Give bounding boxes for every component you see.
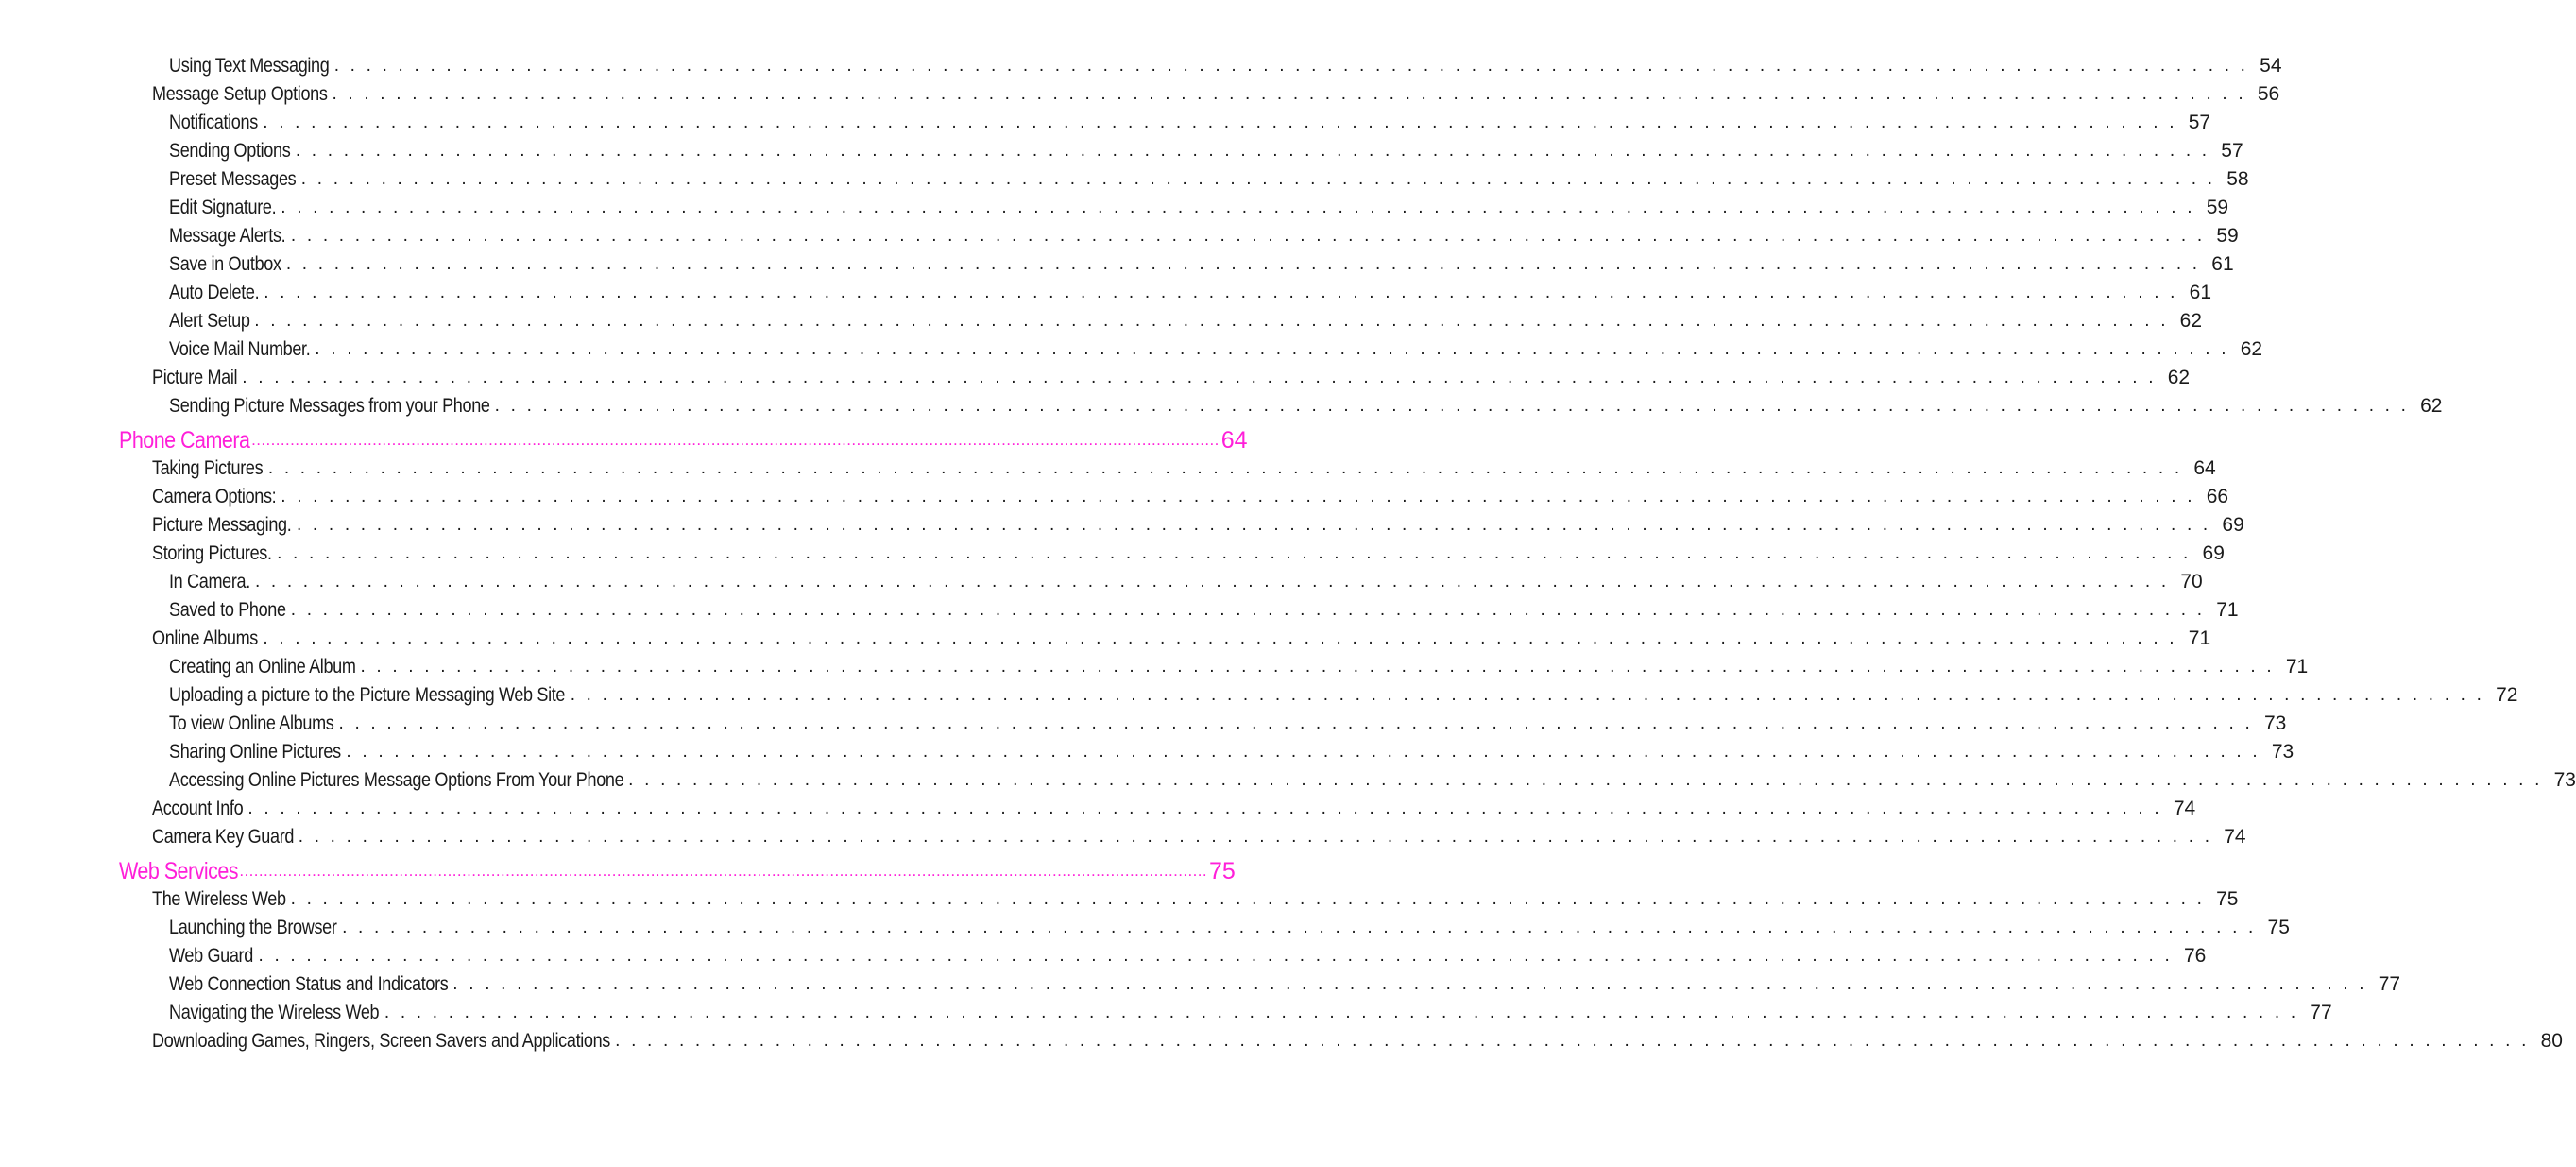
toc-entry[interactable] <box>169 594 2239 623</box>
toc-entry-title: Creating an Online Album <box>169 655 361 679</box>
dot-leader: . . . . . . . . . . . . . . . . . . . . . . . . . . . . . . . . . . . . . . . . . . . . . . . . . . . . . . . . . . . . . . . . . . . . . . . . . . . . . . . . . . . . . . . . . . . . . . . . . . . . . . . . . . . . . . . . . . . . . . . . <box>332 84 2246 104</box>
toc-entry[interactable] <box>152 538 2225 566</box>
dot-leader: . . . . . . . . . . . . . . . . . . . . . . . . . . . . . . . . . . . . . . . . . . . . . . . . . . . . . . . . . . . . . . . . . . . . . . . . . . . . . . . . . . . . . . . . . . . . . . . . . . . . . . . . . . . . . . . . . . . . . . . . <box>315 339 2229 359</box>
dot-leader: . . . . . . . . . . . . . . . . . . . . . . . . . . . . . . . . . . . . . . . . . . . . . . . . . . . . . . . . . . . . . . . . . . . . . . . . . . . . . . . . . . . . . . . . . . . . . . . . . . . . . . . . . . . . . . . . . . . . . . . . <box>290 600 2206 620</box>
toc-entry-title: Auto Delete. <box>169 281 264 305</box>
dot-leader: . . . . . . . . . . . . . . . . . . . . . . . . . . . . . . . . . . . . . . . . . . . . . . . . . . . . . . . . . . . . . . . . . . . . . . . . . . . . . . . . . . . . . . . . . . . . . . . . . . . . . . . . . . . . . . . . . . . . . . . . <box>247 798 2162 818</box>
toc-entry-title: Message Alerts. <box>169 224 290 249</box>
toc-entry-title: Camera Options: <box>152 485 281 509</box>
toc-page-number: 62 <box>2420 395 2443 417</box>
toc-entry[interactable] <box>169 50 2282 78</box>
toc-entry[interactable] <box>152 793 2196 821</box>
toc-entry[interactable] <box>169 651 2309 679</box>
toc-entry-title: Uploading a picture to the Picture Messaging Web Site <box>169 683 570 708</box>
dot-leader: . . . . . . . . . . . . . . . . . . . . . . . . . . . . . . . . . . . . . . . . . . . . . . . . . . . . . . . . . . . . . . . . . . . . . . . . . . . . . . . . . . . . . . . . . . . . . . . . . . . . . . . . . . . . . . . . . . . . . . . . <box>290 226 2206 246</box>
toc-page-number: 80 <box>2540 1030 2563 1052</box>
toc-entry-title: To view Online Albums <box>169 712 339 736</box>
toc-page-number: 59 <box>2216 225 2239 247</box>
toc-entry-title: Picture Messaging. <box>152 513 297 538</box>
toc-entry-title: Phone Camera <box>119 427 250 454</box>
toc-entry-title: Web Connection Status and Indicators <box>169 972 453 997</box>
toc-entry[interactable] <box>169 969 2401 997</box>
toc-entry[interactable] <box>169 107 2211 135</box>
toc-page-number: 77 <box>2310 1002 2332 1023</box>
dot-leader: . . . . . . . . . . . . . . . . . . . . . . . . . . . . . . . . . . . . . . . . . . . . . . . . . . . . . . . . . . . . . . . . . . . . . . . . . . . . . . . . . . . . . . . . . . . . . . . . . . . . . . . . . . . . . . . . . . . . . . . . <box>298 827 2213 847</box>
toc-page-number: 69 <box>2222 514 2244 536</box>
toc-entry-title: Picture Mail <box>152 366 242 390</box>
toc-entry-title: In Camera. <box>169 570 255 594</box>
dot-leader: . . . . . . . . . . . . . . . . . . . . . . . . . . . . . . . . . . . . . . . . . . . . . . . . . . . . . . . . . . . . . . . . . . . . . . . . . . . . . . . . . . . . . . . . . . . . . . . . . . . . . . . . . . . . . . . . . . . . . . . . <box>342 918 2257 937</box>
toc-page-number: 77 <box>2378 973 2401 995</box>
toc-page-number: 57 <box>2221 140 2243 162</box>
dot-leader: . . . . . . . . . . . . . . . . . . . . . . . . . . . . . . . . . . . . . . . . . . . . . . . . . . . . . . . . . . . . . . . . . . . . . . . . . . . . . . . . . . . . . . . . . . . . . . . . . . . . . . . . . . . . . . . . . . . . . . . . <box>290 889 2206 909</box>
toc-entry[interactable] <box>169 912 2290 940</box>
toc-entry[interactable] <box>169 679 2518 708</box>
dot-leader: . . . . . . . . . . . . . . . . . . . . . . . . . . . . . . . . . . . . . . . . . . . . . . . . . . . . . . . . . . . . . . . . . . . . . . . . . . . . . . . . . . . . . . . . . . . . . . . . . . . . . . . . . . . . . . . . . . . . . . . . <box>263 112 2177 132</box>
toc-entry-title: Edit Signature. <box>169 196 281 220</box>
toc-entry-title: Notifications <box>169 111 263 135</box>
toc-page-number: 58 <box>2226 168 2249 190</box>
toc-entry[interactable] <box>152 821 2246 850</box>
toc-entry[interactable] <box>169 334 2263 362</box>
toc-page-number: 61 <box>2211 253 2234 275</box>
toc-entry-title: Accessing Online Pictures Message Options From Your Phone <box>169 768 628 793</box>
dot-leader: . . . . . . . . . . . . . . . . . . . . . . . . . . . . . . . . . . . . . . . . . . . . . . . . . . . . . . . . . . . . . . . . . . . . . . . . . . . . . . . . . . . . . . . . . . . . . . . . . . . . . . . . . . . . . . . . . . . . . . . . <box>296 515 2211 535</box>
toc-entry-title: Preset Messages <box>169 167 301 192</box>
dot-leader: . . . . . . . . . . . . . . . . . . . . . . . . . . . . . . . . . . . . . . . . . . . . . . . . . . . . . . . . . . . . . . . . . . . . . . . . . . . . . . . . . . . . . . . . . . . . . . . . . . . . . . . . . . . . . . . . . . . . . . . . <box>384 1003 2299 1022</box>
toc-entry-title: Message Setup Options <box>152 82 333 107</box>
toc-entry[interactable] <box>169 135 2243 163</box>
toc-page-number: 59 <box>2206 197 2229 218</box>
toc-page-number: 71 <box>2285 656 2309 678</box>
dot-leader: . . . . . . . . . . . . . . . . . . . . . . . . . . . . . . . . . . . . . . . . . . . . . . . . . . . . . . . . . . . . . . . . . . . . . . . . . . . . . . . . . . . . . . . . . . . . . . . . . . . . . . . . . . . . . . . . . . . . . . . . <box>281 487 2195 506</box>
toc-page-number: 62 <box>2167 367 2191 388</box>
toc-entry-title: Camera Key Guard <box>152 825 299 850</box>
dot-leader: . . . . . . . . . . . . . . . . . . . . . . . . . . . . . . . . . . . . . . . . . . . . . . . . . . . . . . . . . . . . . . . . . . . . . . . . . . . . . . . . . . . . . . . . . . . . . . . . . . . . . . . . . . . . . . . . . . . . . . . . <box>254 572 2170 592</box>
dot-leader: . . . . . . . . . . . . . . . . . . . . . . . . . . . . . . . . . . . . . . . . . . . . . . . . . . . . . . . . . . . . . . . . . . . . . . . . . . . . . . . . . . . . . . . . . . . . . . . . . . . . . . . . . . . . . . . . . . . . . . . . <box>338 713 2253 733</box>
toc-entry[interactable] <box>169 566 2203 594</box>
toc-page-number: 75 <box>2216 888 2239 910</box>
toc-entry[interactable] <box>152 453 2216 481</box>
dot-leader: . . . . . . . . . . . . . . . . . . . . . . . . . . . . . . . . . . . . . . . . . . . . . . . . . . . . . . . . . . . . . . . . . . . . . . . . . . . . . . . . . . . . . . . . . . . . . . . . . . . . . . . . . . . . . . . . . . . . . . . . <box>570 685 2485 705</box>
dot-leader: . . . . . . . . . . . . . . . . . . . . . . . . . . . . . . . . . . . . . . . . . . . . . . . . . . . . . . . . . . . . . . . . . . . . . . . . . . . . . . . . . . . . . . . . . . . . . . . . . . . . . . . . . . . . . . . . . . . . . . . . <box>452 974 2367 994</box>
dot-leader: . . . . . . . . . . . . . . . . . . . . . . . . . . . . . . . . . . . . . . . . . . . . . . . . . . . . . . . . . . . . . . . . . . . . . . . . . . . . . . . . . . . . . . . . . . . . . . . . . . . . . . . . . . . . . . . . . . . . . . . . <box>300 169 2216 189</box>
toc-page-number: 70 <box>2180 571 2203 592</box>
toc-page-number: 69 <box>2202 542 2225 564</box>
dot-leader: . . . . . . . . . . . . . . . . . . . . . . . . . . . . . . . . . . . . . . . . . . . . . . . . . . . . . . . . . . . . . . . . . . . . . . . . . . . . . . . . . . . . . . . . . . . . . . . . . . . . . . . . . . . . . . . . . . . . . . . . <box>615 1031 2530 1051</box>
toc-entry-title: Web Guard <box>169 944 258 969</box>
toc-entry[interactable] <box>169 220 2239 249</box>
toc-page-number: 61 <box>2189 282 2212 303</box>
dot-leader: . . . . . . . . . . . . . . . . . . . . . . . . . . . . . . . . . . . . . . . . . . . . . . . . . . . . . . . . . . . . . . . . . . . . . . . . . . . . . . . . . . . . . . . . . . . . . . . . . . . . . . . . . . . . . . . . . . . . . . . . <box>258 946 2173 966</box>
toc-page-number: 56 <box>2257 83 2280 105</box>
toc-page-number: 54 <box>2260 55 2282 77</box>
toc-entry-title: Taking Pictures <box>152 456 267 481</box>
toc-page-number: 75 <box>2267 917 2290 938</box>
toc-entry-title: Alert Setup <box>169 309 255 334</box>
toc-page-number: 64 <box>1220 427 1248 454</box>
toc-page-number: 64 <box>2193 457 2216 479</box>
toc-entry-title: Sharing Online Pictures <box>169 740 346 764</box>
dot-leader: . . . . . . . . . . . . . . . . . . . . . . . . . . . . . . . . . . . . . . . . . . . . . . . . . . . . . . . . . . . . . . . . . . . . . . . . . . . . . . . . . . . . . . . . . . . . . . . . . . . . . . . . . . . . . . . . . . . . . . . . <box>242 368 2157 387</box>
toc-entry-title: Voice Mail Number. <box>169 337 316 362</box>
toc-entry[interactable] <box>169 192 2229 220</box>
toc-entry[interactable] <box>152 623 2211 651</box>
toc-page-number: 73 <box>2271 741 2295 763</box>
toc-page-number: 71 <box>2216 599 2239 621</box>
toc-page-number: 66 <box>2206 486 2229 507</box>
dot-leader: . . . . . . . . . . . . . . . . . . . . . . . . . . . . . . . . . . . . . . . . . . . . . . . . . . . . . . . . . . . . . . . . . . . . . . . . . . . . . . . . . . . . . . . . . . . . . . . . . . . . . . . . . . . . . . . . . . . . . . . . <box>277 543 2192 563</box>
toc-entry[interactable] <box>169 249 2234 277</box>
toc-entry-title: Save in Outbox <box>169 252 286 277</box>
dot-leader: ........................................................................................................................................................................................................ <box>251 431 1220 449</box>
dot-leader: . . . . . . . . . . . . . . . . . . . . . . . . . . . . . . . . . . . . . . . . . . . . . . . . . . . . . . . . . . . . . . . . . . . . . . . . . . . . . . . . . . . . . . . . . . . . . . . . . . . . . . . . . . . . . . . . . . . . . . . . <box>285 254 2201 274</box>
toc-entry[interactable] <box>169 736 2295 764</box>
toc-entry-title: Downloading Games, Ringers, Screen Savers and Applications <box>152 1029 615 1054</box>
dot-leader: . . . . . . . . . . . . . . . . . . . . . . . . . . . . . . . . . . . . . . . . . . . . . . . . . . . . . . . . . . . . . . . . . . . . . . . . . . . . . . . . . . . . . . . . . . . . . . . . . . . . . . . . . . . . . . . . . . . . . . . . <box>628 770 2543 790</box>
table-of-contents <box>0 50 2576 1054</box>
toc-entry[interactable] <box>152 884 2239 912</box>
toc-entry[interactable] <box>169 390 2443 419</box>
toc-section-heading[interactable] <box>119 420 1248 454</box>
toc-page-number: 73 <box>2263 712 2287 734</box>
dot-leader: . . . . . . . . . . . . . . . . . . . . . . . . . . . . . . . . . . . . . . . . . . . . . . . . . . . . . . . . . . . . . . . . . . . . . . . . . . . . . . . . . . . . . . . . . . . . . . . . . . . . . . . . . . . . . . . . . . . . . . . . <box>295 141 2210 161</box>
toc-page-number: 76 <box>2183 945 2207 967</box>
toc-entry[interactable] <box>152 509 2244 538</box>
dot-leader: . . . . . . . . . . . . . . . . . . . . . . . . . . . . . . . . . . . . . . . . . . . . . . . . . . . . . . . . . . . . . . . . . . . . . . . . . . . . . . . . . . . . . . . . . . . . . . . . . . . . . . . . . . . . . . . . . . . . . . . . <box>267 458 2183 478</box>
toc-entry-title: Web Services <box>119 858 239 884</box>
dot-leader: . . . . . . . . . . . . . . . . . . . . . . . . . . . . . . . . . . . . . . . . . . . . . . . . . . . . . . . . . . . . . . . . . . . . . . . . . . . . . . . . . . . . . . . . . . . . . . . . . . . . . . . . . . . . . . . . . . . . . . . . <box>494 396 2410 416</box>
toc-entry-title: Online Albums <box>152 626 263 651</box>
toc-entry[interactable] <box>169 764 2576 793</box>
toc-page-number: 75 <box>1208 858 1236 884</box>
dot-leader: . . . . . . . . . . . . . . . . . . . . . . . . . . . . . . . . . . . . . . . . . . . . . . . . . . . . . . . . . . . . . . . . . . . . . . . . . . . . . . . . . . . . . . . . . . . . . . . . . . . . . . . . . . . . . . . . . . . . . . . . <box>346 742 2260 762</box>
dot-leader: ........................................................................................................................................................................................................ <box>239 862 1207 880</box>
toc-entry-title: Storing Pictures. <box>152 541 277 566</box>
dot-leader: . . . . . . . . . . . . . . . . . . . . . . . . . . . . . . . . . . . . . . . . . . . . . . . . . . . . . . . . . . . . . . . . . . . . . . . . . . . . . . . . . . . . . . . . . . . . . . . . . . . . . . . . . . . . . . . . . . . . . . . . <box>254 311 2169 331</box>
toc-page-number: 74 <box>2224 826 2246 848</box>
toc-entry[interactable] <box>169 940 2207 969</box>
toc-entry-title: Account Info <box>152 797 247 821</box>
toc-entry[interactable] <box>169 277 2212 305</box>
toc-entry[interactable] <box>152 362 2191 390</box>
dot-leader: . . . . . . . . . . . . . . . . . . . . . . . . . . . . . . . . . . . . . . . . . . . . . . . . . . . . . . . . . . . . . . . . . . . . . . . . . . . . . . . . . . . . . . . . . . . . . . . . . . . . . . . . . . . . . . . . . . . . . . . . <box>281 197 2195 217</box>
toc-entry[interactable] <box>152 78 2280 107</box>
dot-leader: . . . . . . . . . . . . . . . . . . . . . . . . . . . . . . . . . . . . . . . . . . . . . . . . . . . . . . . . . . . . . . . . . . . . . . . . . . . . . . . . . . . . . . . . . . . . . . . . . . . . . . . . . . . . . . . . . . . . . . . . <box>360 657 2275 677</box>
toc-entry[interactable] <box>152 481 2229 509</box>
toc-entry[interactable] <box>169 163 2249 192</box>
toc-page-number: 62 <box>2240 338 2263 360</box>
toc-entry-title: The Wireless Web <box>152 887 291 912</box>
toc-page-number: 57 <box>2188 112 2211 133</box>
toc-entry-title: Launching the Browser <box>169 916 342 940</box>
toc-entry[interactable] <box>169 997 2332 1025</box>
dot-leader: . . . . . . . . . . . . . . . . . . . . . . . . . . . . . . . . . . . . . . . . . . . . . . . . . . . . . . . . . . . . . . . . . . . . . . . . . . . . . . . . . . . . . . . . . . . . . . . . . . . . . . . . . . . . . . . . . . . . . . . . <box>333 56 2249 76</box>
toc-section-heading[interactable] <box>119 851 1236 884</box>
toc-entry-title: Navigating the Wireless Web <box>169 1001 384 1025</box>
toc-page-number: 72 <box>2496 684 2518 706</box>
toc-entry-title: Saved to Phone <box>169 598 291 623</box>
toc-page-number: 73 <box>2553 769 2576 791</box>
toc-entry[interactable] <box>152 1025 2563 1054</box>
toc-entry-title: Using Text Messaging <box>169 54 334 78</box>
toc-entry-title: Sending Options <box>169 139 296 163</box>
toc-page-number: 71 <box>2188 627 2211 649</box>
dot-leader: . . . . . . . . . . . . . . . . . . . . . . . . . . . . . . . . . . . . . . . . . . . . . . . . . . . . . . . . . . . . . . . . . . . . . . . . . . . . . . . . . . . . . . . . . . . . . . . . . . . . . . . . . . . . . . . . . . . . . . . . <box>263 628 2177 648</box>
toc-page-number: 62 <box>2179 310 2203 332</box>
dot-leader: . . . . . . . . . . . . . . . . . . . . . . . . . . . . . . . . . . . . . . . . . . . . . . . . . . . . . . . . . . . . . . . . . . . . . . . . . . . . . . . . . . . . . . . . . . . . . . . . . . . . . . . . . . . . . . . . . . . . . . . . <box>264 283 2178 302</box>
toc-page-number: 74 <box>2173 798 2196 819</box>
toc-entry[interactable] <box>169 305 2203 334</box>
toc-entry-title: Sending Picture Messages from your Phone <box>169 394 495 419</box>
toc-entry[interactable] <box>169 708 2287 736</box>
